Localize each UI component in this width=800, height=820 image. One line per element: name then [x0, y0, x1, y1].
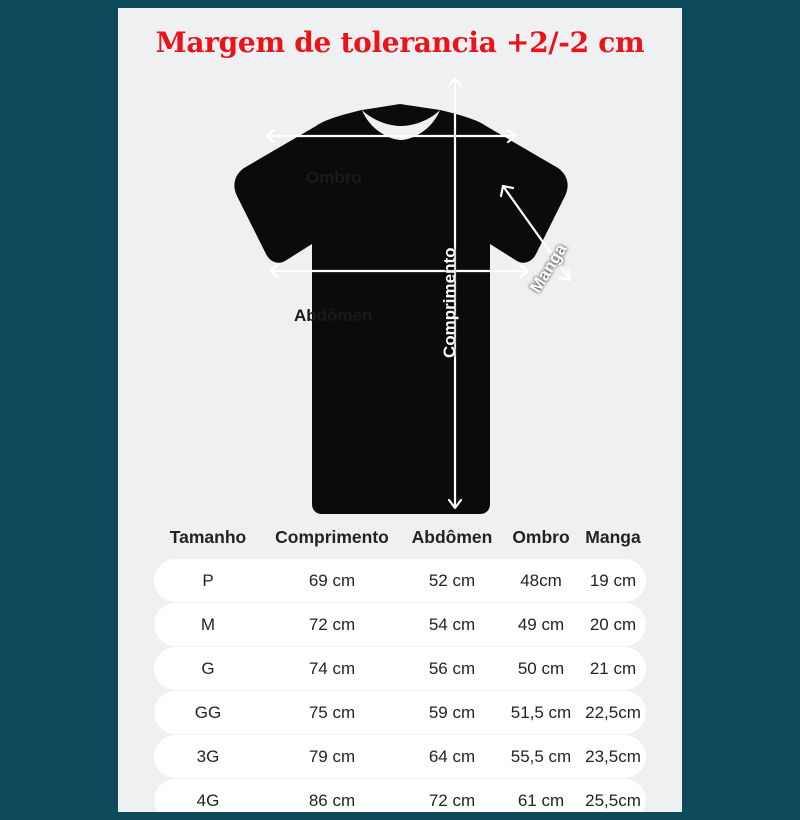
table-cell-chest: 64 cm	[428, 746, 476, 766]
table-cell-chest: 52 cm	[428, 570, 476, 590]
table-cell-shoulder: 48cm	[520, 570, 562, 590]
table-cell-length: 74 cm	[308, 658, 356, 678]
table-cell-shoulder: 61 cm	[517, 790, 565, 810]
table-row	[154, 779, 646, 812]
table-cell-chest: 54 cm	[428, 614, 476, 634]
table-row	[154, 691, 646, 734]
table-cell-length: 86 cm	[308, 790, 356, 810]
length-label: Comprimento	[440, 247, 459, 358]
table-cell-chest: 59 cm	[428, 702, 476, 722]
table-cell-shoulder: 49 cm	[517, 614, 565, 634]
table-cell-length: 72 cm	[308, 614, 356, 634]
table-cell-size: M	[200, 614, 216, 634]
table-cell-size: 3G	[196, 746, 220, 766]
table-cell-size: GG	[194, 702, 222, 722]
table-header-row	[154, 516, 646, 558]
table-cell-sleeve: 25,5cm	[585, 790, 641, 810]
table-row	[154, 735, 646, 778]
table-cell-sleeve: 23,5cm	[585, 746, 641, 766]
table-cell-sleeve: 22,5cm	[585, 702, 641, 722]
table-cell-shoulder: 55,5 cm	[510, 746, 572, 766]
tshirt-diagram	[118, 68, 682, 518]
table-cell-length: 69 cm	[308, 570, 356, 590]
table-header-cell: Comprimento	[275, 526, 389, 547]
table-cell-length: 79 cm	[308, 746, 356, 766]
table-header-cell: Tamanho	[169, 526, 247, 547]
table-cell-size: G	[201, 658, 215, 678]
sleeve-label: Manga	[526, 240, 571, 297]
page-title: Margem de tolerancia +2/-2 cm	[155, 26, 645, 59]
table-cell-shoulder: 51,5 cm	[510, 702, 572, 722]
table-cell-shoulder: 50 cm	[517, 658, 565, 678]
table-row	[154, 603, 646, 646]
table-header-cell: Ombro	[512, 526, 570, 547]
table-cell-sleeve: 21 cm	[589, 658, 637, 678]
table-cell-chest: 72 cm	[428, 790, 476, 810]
table-cell-chest: 56 cm	[428, 658, 476, 678]
table-cell-sleeve: 20 cm	[589, 614, 637, 634]
tshirt-body	[234, 104, 567, 514]
shoulder-label: Ombro	[306, 168, 362, 187]
table-cell-sleeve: 19 cm	[589, 570, 637, 590]
table-row	[154, 647, 646, 690]
chest-label: Abdômen	[294, 306, 373, 325]
table-cell-length: 75 cm	[308, 702, 356, 722]
table-cell-size: P	[202, 570, 214, 590]
table-cell-size: 4G	[196, 790, 220, 810]
size-chart-card	[118, 8, 682, 812]
size-table	[154, 516, 646, 812]
table-header-cell: Manga	[585, 526, 641, 547]
table-row	[154, 559, 646, 602]
table-header-cell: Abdômen	[411, 526, 493, 547]
